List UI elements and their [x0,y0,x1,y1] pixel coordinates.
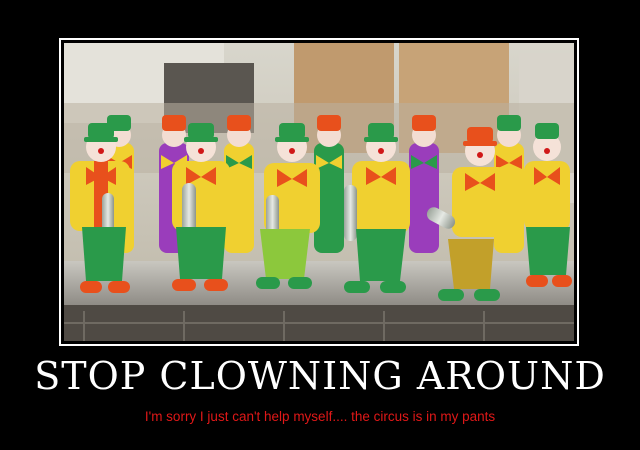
poster-subtitle: I'm sorry I just can't help myself.... the circus is in my pants [144,409,496,424]
clown-back-5 [409,115,439,253]
poster-title: STOP CLOWNING AROUND [34,354,606,398]
clown-planters-illustration [64,43,574,341]
poster-photo [64,43,574,341]
photo-frame [59,38,579,346]
